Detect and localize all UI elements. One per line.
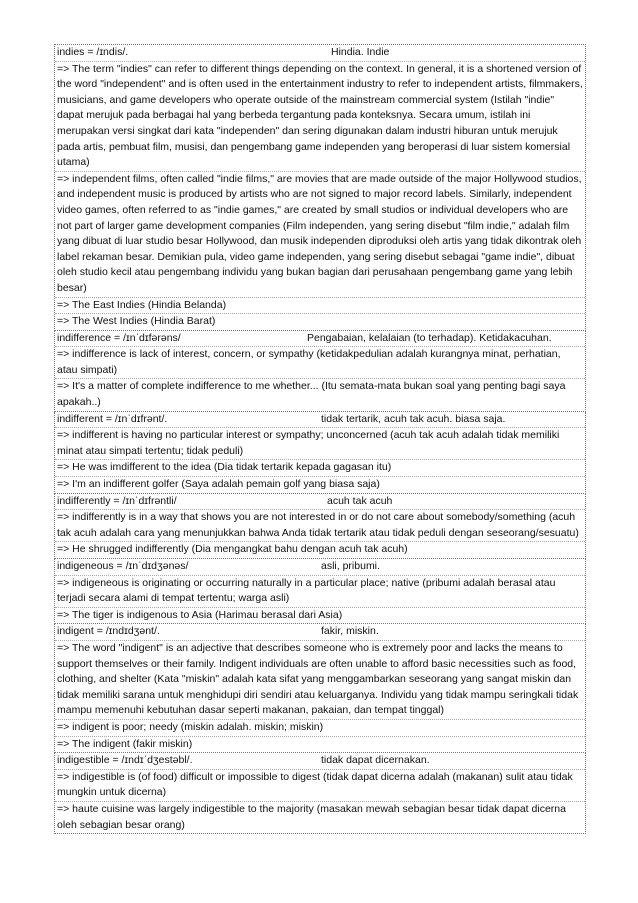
entry-headword: indifference = /ɪnˈdɪfərəns/ — [57, 331, 181, 344]
entry-translation: tidak dapat dicernakan. — [321, 754, 430, 767]
entry-headword-line — [55, 412, 585, 429]
entry-headword-line — [55, 559, 585, 576]
entry-headword-line — [55, 753, 585, 770]
entry-definition-line: => indifferently is in a way that shows you are not interested in or do not care about somebody/something (acuh tak acuh adalah cara yang menunjukkan bahwa Anda tidak tertarik atau tidak peduli dengan seseorang/sesuatu) — [55, 510, 585, 542]
entry-definition-line: => indifference is lack of interest, concern, or sympathy (ketidakpedulian adalah kurangnya minat, perhatian, atau simpati) — [55, 347, 585, 379]
entry-definition-line: => The indigent (fakir miskin) — [57, 737, 193, 750]
entry-definition-line: => The tiger is indigenous to Asia (Harimau berasal dari Asia) — [57, 608, 343, 621]
entry-headword-line — [55, 624, 585, 641]
entry-definition-line: => indigestible is (of food) difficult or impossible to digest (tidak dapat dicerna adalah (makanan) sulit atau tidak mungkin untuk dicerna) — [55, 770, 585, 802]
entry-headword-line — [55, 45, 585, 62]
entry-definition-line: => I'm an indifferent golfer (Saya adalah pemain golf yang biasa saja) — [57, 478, 380, 491]
entry-definition-line: => The term "indies" can refer to different things depending on the context. In general, it is a shortened version of the word "independent" and is often used in the entertainment industry to refer to independent artists, filmmakers, musicians, and game developers who operate outside of the mainstream commercial system (Istilah "indie" dapat merujuk pada berbagai hal yang berbeda tergantung pada konteksnya. Secara umum, istilah ini merupakan versi singkat dari kata "independen" dan sering digunakan dalam industri hiburan untuk merujuk pada artis, pembuat film, musisi, dan pengembang game independen yang beroperasi di luar sistem komersial utama) — [55, 62, 585, 172]
entry-headword-line — [55, 494, 585, 511]
entry-definition-line: => He was imdifferent to the idea (Dia tidak tertarik kepada gagasan itu) — [55, 460, 585, 477]
entry-translation: Pengabaian, kelalaian (to terhadap). Ketidakacuhan. — [307, 331, 552, 344]
dictionary-entry — [54, 494, 586, 559]
entry-translation: acuh tak acuh — [327, 494, 393, 507]
entry-headword-line — [55, 331, 585, 348]
entry-headword: indigeneous = /ɪnˈdɪdʒənəs/ — [57, 560, 189, 572]
entry-translation: Hindia. Indie — [331, 46, 390, 58]
dictionary-entry — [54, 753, 586, 834]
entry-definition-line: => indifferent is having no particular interest or sympathy; unconcerned (acuh tak acuh adalah tidak memiliki minat atau simpati tertentu; tidak peduli) — [55, 428, 585, 460]
entry-definition-line: => The West Indies (Hindia Barat) — [57, 315, 216, 328]
dictionary-entry — [54, 44, 586, 331]
dictionary-entry — [54, 624, 586, 753]
entry-headword: indifferently = /ɪnˈdɪfrəntli/ — [57, 494, 177, 507]
dictionary-entry — [54, 559, 586, 624]
entry-translation: asli, pribumi. — [321, 560, 380, 572]
dictionary-document — [54, 44, 586, 834]
entry-definition-line: => It's a matter of complete indifference to me whether... (Itu semata-mata bukan soal yang penting bagi saya apakah..) — [57, 380, 566, 409]
entry-headword: indifferent = /ɪnˈdɪfrənt/. — [57, 412, 168, 425]
entry-definition-line: => He shrugged indifferently (Dia mengangkat bahu dengan acuh tak acuh) — [57, 543, 408, 556]
entry-headword: indies = /ɪndis/. — [57, 46, 129, 58]
entry-definition-line: => independent films, often called "indie films," are movies that are made outside of the major Hollywood studios, and independent music is produced by artists who are not signed to major record labels. Similarly, independent video games, often referred to as "indie games," are created by small studios or individual developers who are not part of larger game development companies (Film independen, yang sering disebut "film indie," adalah film yang dibuat di luar studio besar Hollywood, dan musik independen diproduksi oleh artis yang tidak dikontrak oleh label rekaman besar. Demikian pula, video game independen, yang sering disebut sebagai "game indie", dibuat oleh studio kecil atau pengembang individu yang bukan bagian dari perusahaan pengembang game yang lebih besar) — [55, 172, 585, 298]
dictionary-entry — [54, 412, 586, 494]
entry-headword: indigent = /ɪndɪdʒənt/. — [57, 625, 160, 638]
entry-translation: tidak tertarik, acuh tak acuh. biasa saja. — [321, 412, 506, 425]
entry-translation: fakir, miskin. — [321, 625, 379, 638]
entry-definition-line: => The word "indigent" is an adjective that describes someone who is extremely poor and lacks the means to support themselves or their family. Indigent individuals are often unable to afford basic necessities such as food, clothing, and shelter (Kata "miskin" adalah kata sifat yang menggambarkan seseorang yang sangat miskin dan tidak memiliki sarana untuk menghidupi diri sendiri atau keluarganya. Individu yang tidak mampu seringkali tidak mampu memenuhi kebutuhan dasar seperti makanan, pakaian, dan tempat tinggal) — [55, 641, 585, 720]
dictionary-entry — [54, 331, 586, 412]
entry-headword: indigestible = /ɪndɪˈdʒestəbl/. — [57, 754, 193, 767]
entry-definition-line: => indigent is poor; needy (miskin adalah. miskin; miskin) — [55, 720, 585, 737]
entry-definition-line: => indigeneous is originating or occurring naturally in a particular place; native (pribumi adalah berasal atau terjadi secara alami di tempat tertentu; warga asli) — [55, 576, 585, 608]
entry-definition-line: => The East Indies (Hindia Belanda) — [55, 298, 585, 315]
entry-definition-line: => haute cuisine was largely indigestible to the majority (masakan mewah sebagian besar tidak dapat dicerna oleh sebagian besar orang) — [57, 802, 566, 831]
